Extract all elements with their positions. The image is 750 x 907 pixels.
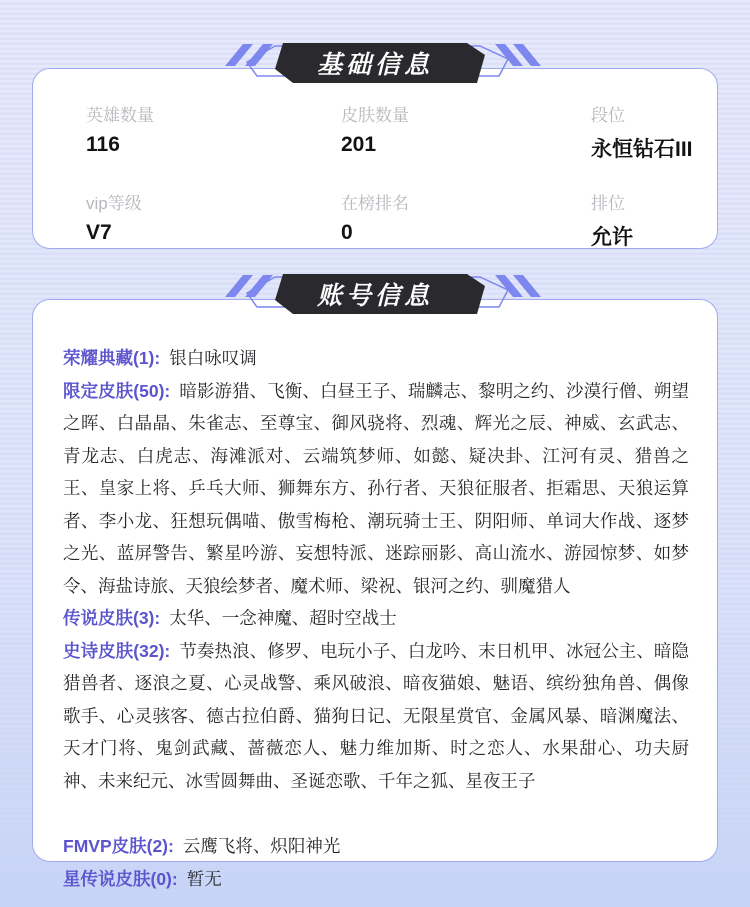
section-label: 限定皮肤(50): (63, 380, 171, 401)
stat-leaderboard-rank (341, 189, 591, 251)
stats-grid (33, 69, 717, 251)
stat-value: 201 (341, 133, 377, 156)
stat-skin-count (341, 101, 591, 163)
section-label: 史诗皮肤(32): (63, 640, 171, 661)
section-content: 暗影游猎、飞衡、白昼王子、瑞麟志、黎明之约、沙漠行僧、朔望之晖、白晶晶、朱雀志、至尊宝、御风骁将、烈魂、辉光之辰、神威、玄武志、青龙志、白虎志、海滩派对、云端筑梦师、如懿、疑决卦、江河有灵、猎兽之王、皇家上将、乒乓大师、狮舞东方、孙行者、天狼征服者、拒霜思、天狼运算者、李小龙、狂想玩偶喵、傲雪梅枪、潮玩骑士王、阴阳师、单词大作战、逐梦之光、蓝屏警告、繁星吟游、妄想特派、迷踪丽影、高山流水、游园惊梦、如梦令、海盐诗旅、天狼绘梦者、魔术师、梁祝、银河之约、驯魔猎人 (63, 380, 690, 596)
section-content: 暂无 (186, 868, 222, 889)
stat-label: 英雄数量 (86, 106, 154, 125)
basic-info-card (32, 51, 718, 249)
section-content: 云鹰飞将、炽阳神光 (182, 836, 341, 856)
basic-info-header (205, 42, 545, 88)
stat-value: 0 (341, 221, 353, 244)
stat-hero-count (86, 101, 341, 163)
section-honor-collection (63, 342, 689, 375)
section-limited-skins (63, 375, 689, 603)
stat-label: 皮肤数量 (341, 106, 409, 125)
skin-sections (33, 300, 717, 895)
section-label: 荣耀典藏(1): (63, 348, 161, 368)
stat-value: 永恒钻石III (591, 138, 693, 161)
section-title-basic-info: 基础信息 (316, 51, 433, 79)
section-fmvp-skins (63, 830, 689, 863)
stat-label: vip等级 (86, 194, 142, 213)
section-title-account-info: 账号信息 (316, 282, 433, 310)
section-legend-skins (63, 602, 689, 635)
section-label: FMVP皮肤(2): (63, 836, 174, 856)
section-content: 太华、一念神魔、超时空战士 (169, 608, 397, 628)
account-info-header (205, 273, 545, 319)
stat-rank (591, 101, 697, 163)
section-label: 星传说皮肤(0): (63, 868, 178, 889)
stat-ranked-permission (591, 189, 697, 251)
section-star-legend-skins (63, 863, 689, 896)
stat-value: 允许 (591, 226, 633, 249)
stat-label: 排位 (591, 194, 625, 213)
section-label: 传说皮肤(3): (63, 608, 161, 628)
section-content: 银白咏叹调 (169, 348, 257, 368)
account-info-card (32, 282, 718, 889)
stat-vip-level (86, 189, 341, 251)
stat-label: 段位 (591, 106, 625, 125)
stat-label: 在榜排名 (341, 194, 409, 213)
section-content: 节奏热浪、修罗、电玩小子、白龙吟、末日机甲、冰冠公主、暗隐猎兽者、逐浪之夏、心灵战警、乘风破浪、暗夜猫娘、魅语、缤纷独角兽、偶像歌手、心灵骇客、德古拉伯爵、猫狗日记、无限星赏官、金属风暴、暗渊魔法、天才门将、鬼剑武藏、蔷薇恋人、魅力维加斯、时之恋人、水果甜心、功夫厨神、未来纪元、冰雪圆舞曲、圣诞恋歌、千年之狐、星夜王子 (63, 640, 690, 791)
section-epic-skins (63, 635, 689, 798)
stat-value: 116 (86, 133, 120, 156)
stat-value: V7 (86, 221, 112, 244)
